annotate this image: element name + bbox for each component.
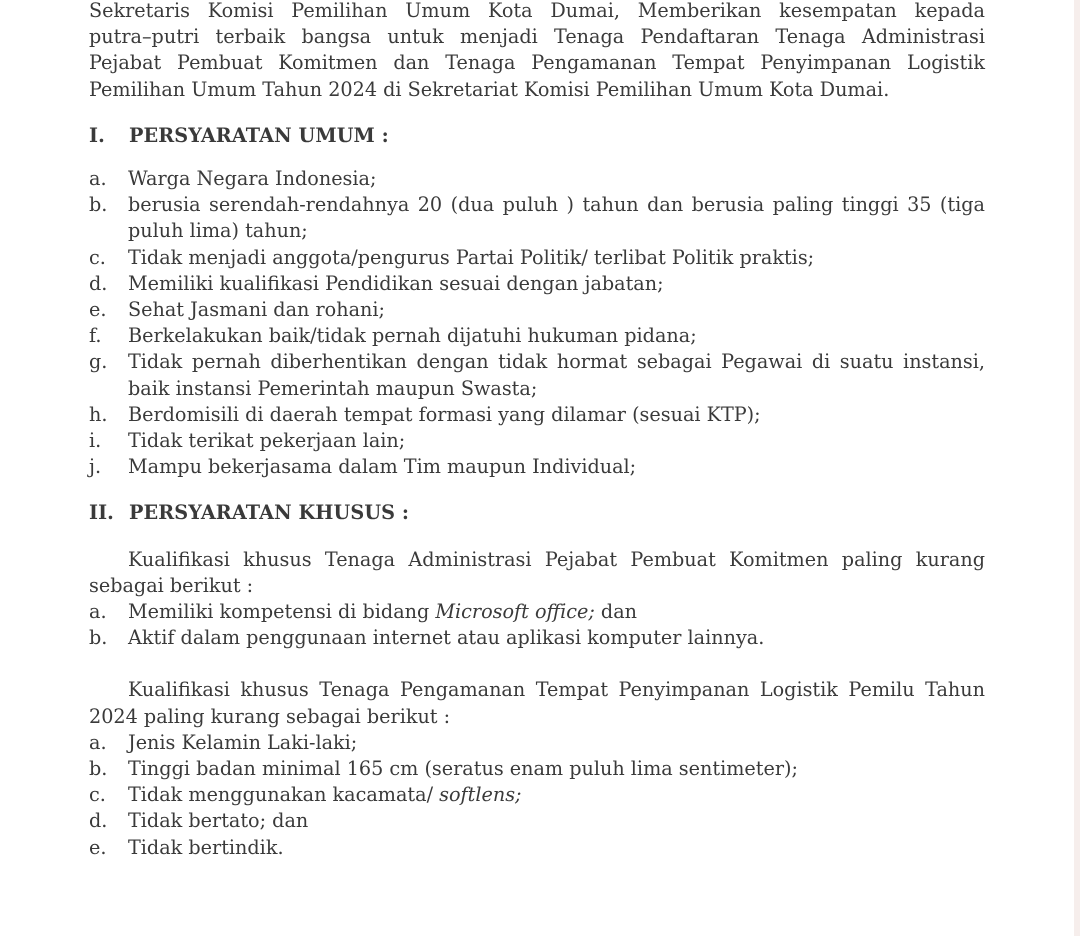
list-item-text: Tinggi badan minimal 165 cm (seratus enam puluh lima sentimeter);: [128, 757, 798, 781]
list-item: [89, 297, 985, 323]
list-item-text: Tidak menggunakan kacamata/: [128, 783, 440, 807]
list-marker: j.: [89, 455, 102, 479]
list-item: [89, 782, 985, 808]
section-heading-khusus: [89, 500, 985, 526]
list-item-text: berusia serendah-rendahnya 20 (dua puluh ) tahun dan berusia paling tinggi 35 (tiga puluh lima) tahun;: [128, 193, 985, 243]
list-item-text: Berkelakukan baik/tidak pernah dijatuhi hukuman pidana;: [128, 324, 697, 348]
list-marker: i.: [89, 429, 102, 453]
document-page: [89, 0, 985, 861]
list-item: [89, 349, 985, 401]
intro-line: Pejabat Pembuat Komitmen dan Tenaga Pengamanan Tempat Penyimpanan Logistik: [89, 51, 985, 75]
list-item: [89, 192, 985, 244]
list-item-text: Berdomisili di daerah tempat formasi yang dilamar (sesuai KTP);: [128, 402, 761, 426]
list-marker: g.: [89, 350, 108, 374]
list-marker: a.: [89, 730, 107, 754]
list-marker: b.: [89, 757, 108, 781]
list-marker: f.: [89, 324, 102, 348]
list-item: [89, 599, 985, 625]
section-heading-umum: [89, 123, 985, 149]
list-item-text: Warga Negara Indonesia;: [128, 167, 377, 191]
list-item: [89, 730, 985, 756]
intro-line: Sekretaris Komisi Pemilihan Umum Kota Dumai, Memberikan kesempatan kepada: [89, 0, 985, 22]
list-item: [89, 625, 985, 651]
list-item-italic: Microsoft office;: [435, 600, 595, 624]
list-item: [89, 428, 985, 454]
list-item-text: Memiliki kompetensi di bidang: [128, 600, 436, 624]
list-marker: c.: [89, 245, 106, 269]
list-item-text: Mampu bekerjasama dalam Tim maupun Individual;: [128, 455, 637, 479]
list-item-text: Sehat Jasmani dan rohani;: [128, 298, 385, 322]
section-title: PERSYARATAN UMUM :: [129, 123, 389, 147]
list-marker: d.: [89, 271, 108, 295]
list-marker: c.: [89, 783, 106, 807]
list-item-text: Aktif dalam penggunaan internet atau aplikasi komputer lainnya.: [128, 626, 765, 650]
list-item-text: Tidak bertato; dan: [128, 809, 309, 833]
list-item-text: Jenis Kelamin Laki-laki;: [128, 730, 358, 754]
list-item: [89, 835, 985, 861]
general-requirements-list: [89, 166, 985, 480]
security-qualification-intro: Kualifikasi khusus Tenaga Pengamanan Tempat Penyimpanan Logistik Pemilu Tahun 2024 paling kurang sebagai berikut :: [89, 678, 985, 728]
list-marker: h.: [89, 402, 108, 426]
list-marker: d.: [89, 809, 108, 833]
section-number: II.: [89, 501, 114, 525]
list-item: [89, 808, 985, 834]
intro-line: Pemilihan Umum Tahun 2024 di Sekretariat Komisi Pemilihan Umum Kota Dumai.: [89, 77, 890, 101]
list-marker: a.: [89, 167, 107, 191]
page-edge-shadow: [1074, 0, 1080, 936]
list-item: [89, 271, 985, 297]
list-marker: e.: [89, 298, 107, 322]
list-item: [89, 245, 985, 271]
list-item-text: Tidak terikat pekerjaan lain;: [128, 429, 406, 453]
security-qualification-list: [89, 730, 985, 861]
section-title: PERSYARATAN KHUSUS :: [129, 501, 410, 525]
section-number: I.: [89, 123, 105, 147]
list-item: [89, 402, 985, 428]
list-item-text: Memiliki kualifikasi Pendidikan sesuai dengan jabatan;: [128, 271, 664, 295]
list-item-text: dan: [594, 600, 637, 624]
list-item-text: Tidak bertindik.: [128, 835, 284, 859]
list-marker: b.: [89, 626, 108, 650]
list-item-text: Tidak menjadi anggota/pengurus Partai Politik/ terlibat Politik praktis;: [128, 245, 815, 269]
list-marker: a.: [89, 600, 107, 624]
admin-qualification-list: [89, 599, 985, 651]
list-item: [89, 454, 985, 480]
list-item-text: Tidak pernah diberhentikan dengan tidak hormat sebagai Pegawai di suatu instansi, baik instansi Pemerintah maupun Swasta;: [128, 350, 985, 400]
admin-qualification-intro: Kualifikasi khusus Tenaga Administrasi Pejabat Pembuat Komitmen paling kurang sebagai berikut :: [89, 547, 985, 597]
list-item: [89, 166, 985, 192]
list-item: [89, 323, 985, 349]
list-item-italic: softlens;: [439, 783, 522, 807]
list-item: [89, 756, 985, 782]
intro-paragraph: [89, 0, 985, 103]
list-marker: b.: [89, 193, 108, 217]
intro-line: putra–putri terbaik bangsa untuk menjadi Tenaga Pendaftaran Tenaga Administrasi: [89, 25, 985, 49]
list-marker: e.: [89, 835, 107, 859]
